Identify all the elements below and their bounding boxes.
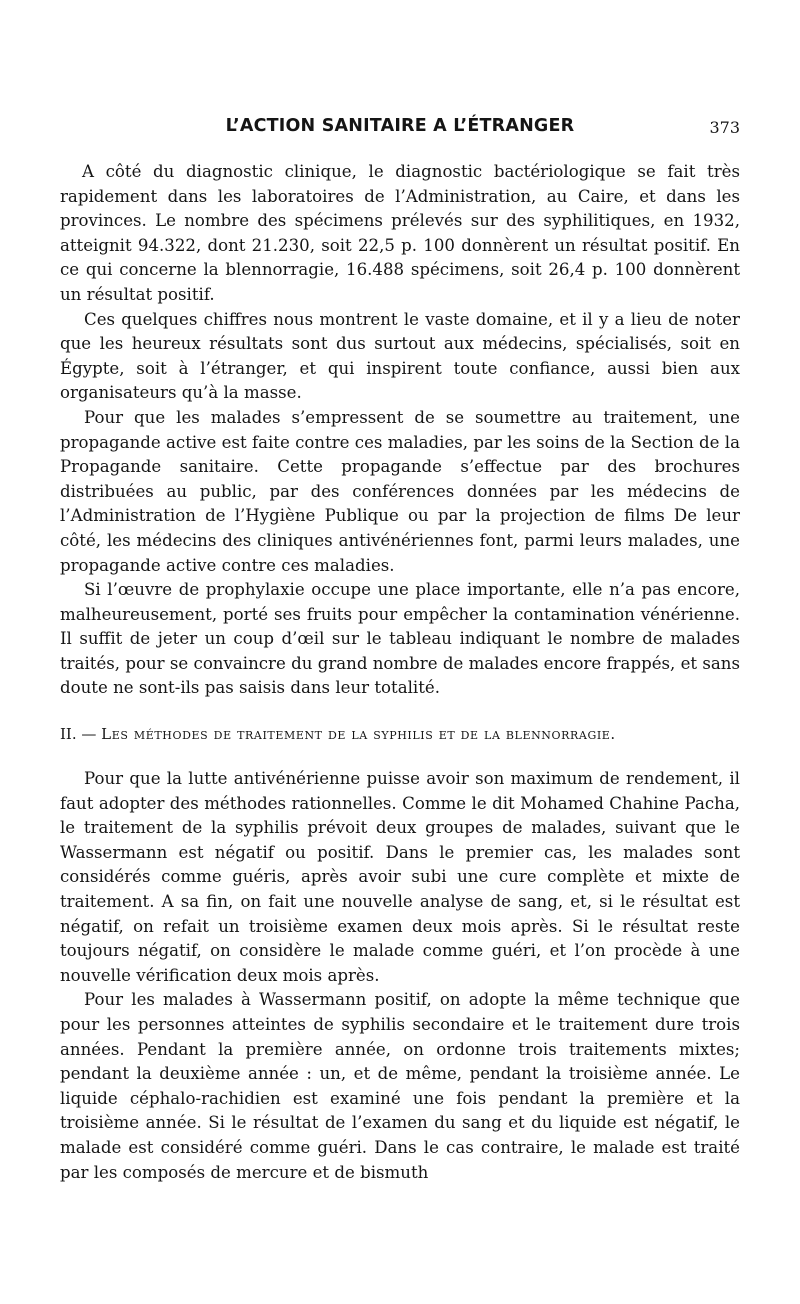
section-title: Les méthodes de traitement de la syphilis et de la blennorragie. [101, 725, 616, 744]
section-heading [60, 722, 740, 746]
paragraph-methods: Pour que la lutte antivénérienne puisse avoir son maximum de rendement, il faut adopter des méthodes rationnelles. Comme le dit Mohamed Chahine Pacha, le traitement de la syphilis prévoit deux groupes de malades, suivant que le Wassermann est négatif ou positif. Dans le premier cas, les malades sont considérés comme guéris, après avoir subi une cure complète et mixte de traitement. A sa fin, on fait une nouvelle analyse de sang, et, si le résultat est négatif, on refait un troisième examen deux mois après. Si le résultat reste toujours négatif, on considère le malade comme guéri, et l’on procède à une nouvelle vérification deux mois après. [60, 769, 740, 985]
section-number: II. — [60, 725, 97, 744]
page-number: 373 [709, 118, 740, 137]
section-body [60, 767, 740, 1185]
paragraph-propaganda: Pour que les malades s’empressent de se soumettre au traitement, une propagande active est faite contre ces maladies, par les soins de la Section de la Propagande sanitaire. Cette propagande s’effectue par des brochures distribuées au public, par des conférences données par les médecins de l’Administration de l’Hygiène Publique ou par la projection de films De leur côté, les médecins des cliniques antivénériennes font, parmi leurs malades, une propagande active contre ces maladies. [60, 407, 740, 575]
paragraph-diagnostic: A côté du diagnostic clinique, le diagnostic bactériologique se fait très rapidement dans les laboratoires de l’Administration, au Caire, et dans les provinces. Le nombre des spécimens prélevés sur des syphilitiques, en 1932, atteignit 94.322, dont 21.230, soit 22,5 p. 100 donnèrent un résultat positif. En ce qui concerne la blennorragie, 16.488 spécimens, soit 26,4 p. 100 donnèrent un résultat positif. [60, 162, 740, 304]
running-title: L’ACTION SANITAIRE A L’ÉTRANGER [225, 116, 575, 136]
paragraph-prophylaxis: Si l’œuvre de prophylaxie occupe une place importante, elle n’a pas encore, malheureusement, porté ses fruits pour empêcher la contamination vénérienne. Il suffit de jeter un coup d’œil sur le tableau indiquant le nombre de malades traités, pour se convaincre du grand nombre de malades encore frappés, et sans doute ne sont-ils pas saisis dans leur totalité. [60, 580, 740, 698]
running-header [60, 116, 740, 144]
body-text [60, 160, 740, 1185]
paragraph-positive-wassermann: Pour les malades à Wassermann positif, on adopte la même technique que pour les personnes atteintes de syphilis secondaire et le traitement dure trois années. Pendant la première année, on ordonne trois traitements mixtes; pendant la deuxième année : un, et de même, pendant la troisième année. Le liquide céphalo-rachidien est examiné une fois pendant la première et la troisième année. Si le résultat de l’examen du sang et du liquide est négatif, le malade est considéré comme guéri. Dans le cas contraire, le malade est traité par les composés de mercure et de bismuth [60, 990, 740, 1182]
paragraph-figures: Ces quelques chiffres nous montrent le vaste domaine, et il y a lieu de noter que les heureux résultats sont dus surtout aux médecins, spécialisés, soit en Égypte, soit à l’étranger, et qui inspirent toute confiance, aussi bien aux organisateurs qu’à la masse. [60, 309, 740, 403]
